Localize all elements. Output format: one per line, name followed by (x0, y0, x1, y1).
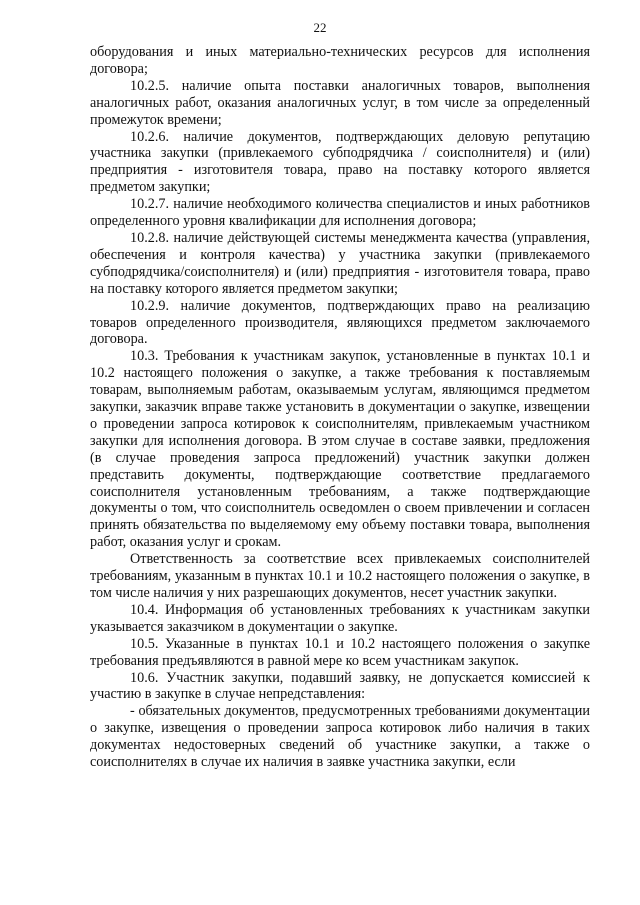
document-body (90, 44, 590, 771)
paragraph-10-5: 10.5. Указанные в пунктах 10.1 и 10.2 настоящего положения о закупке требования предъявляются в равной мере ко всем участникам закупок. (90, 635, 590, 669)
paragraph-10-2-5: 10.2.5. наличие опыта поставки аналогичных товаров, выполнения аналогичных работ, оказания аналогичных услуг, в том числе за определенный промежуток времени; (90, 77, 590, 128)
paragraph-10-2-8: 10.2.8. наличие действующей системы менеджмента качества (управления, обеспечения и контроля качества) у участника закупки (привлекаемого субподрядчика/соисполнителя) и (или) предприятия - изготовителя товара, право на поставку которого является предметом закупки; (90, 229, 590, 297)
paragraph-10-3: 10.3. Требования к участникам закупок, установленные в пунктах 10.1 и 10.2 настоящего положения о закупке, а также требования к поставляемым товарам, выполняемым работам, оказываемым услугам, являющимся предметом закупки, заказчик вправе также установить в документации о закупке, извещении о проведении запроса котировок к соисполнителям, привлекаемым участником закупки для исполнения договора. В этом случае в составе заявки, предложения (в случае проведения запроса предложений) участник закупки должен представить документы, подтверждающие соответствие предлагаемого соисполнителя установленным требованиям, а также подтверждающие документы о том, что соисполнитель осведомлен о своем привлечении и согласен принять обязательства по выделяемому ему объему поставки товара, выполнения работ, оказания услуг и срокам. (90, 348, 590, 551)
paragraph-responsibility: Ответственность за соответствие всех привлекаемых соисполнителей требованиям, указанным в пунктах 10.1 и 10.2 настоящего положения о закупке, в том числе наличия у них разрешающих документов, несет участник закупки. (90, 551, 590, 601)
paragraph-10-4: 10.4. Информация об установленных требованиях к участникам закупки указывается заказчиком в документации о закупке. (90, 601, 590, 635)
page-number: 22 (313, 20, 327, 35)
paragraph-10-2-9: 10.2.9. наличие документов, подтверждающих право на реализацию товаров определенного производителя, являющихся предметом заключаемого договора. (90, 297, 590, 348)
paragraph-10-2-6: 10.2.6. наличие документов, подтверждающих деловую репутацию участника закупки (привлекаемого субподрядчика / соисполнителя) и (или) предприятия - изготовителя товара, право на поставку которого является предметом закупки; (90, 128, 590, 196)
paragraph-10-6: 10.6. Участник закупки, подавший заявку, не допускается комиссией к участию в закупке в случае непредставления: (90, 669, 590, 703)
paragraph-continuation: оборудования и иных материально-технических ресурсов для исполнения договора; (90, 44, 590, 77)
list-item-mandatory-documents: - обязательных документов, предусмотренных требованиями документации о закупке, извещения о проведении запроса котировок либо наличия в таких документах недостоверных сведений об участнике закупки, а также о соисполнителях в случае их наличия в заявке участника закупки, если (90, 703, 590, 771)
paragraph-10-2-7: 10.2.7. наличие необходимого количества специалистов и иных работников определенного уровня квалификации для исполнения договора; (90, 196, 590, 230)
